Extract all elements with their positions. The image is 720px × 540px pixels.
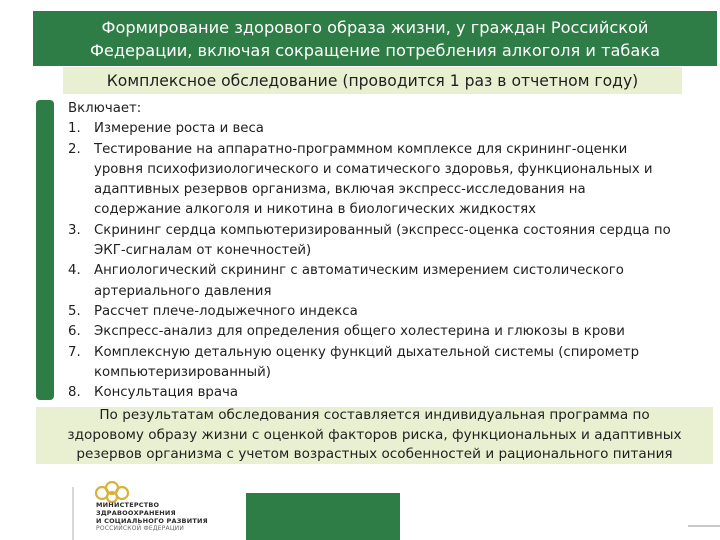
item-text-line: содержание алкоголя и никотина в биологических жидкостях bbox=[94, 202, 536, 218]
item-text-line: Тестирование на аппаратно-программном комплексе для скрининг-оценки bbox=[94, 141, 628, 157]
ministry-name-line-3: И СОЦИАЛЬНОГО РАЗВИТИЯ bbox=[96, 517, 208, 525]
item-text-line: Консультация врача bbox=[94, 385, 239, 401]
list-item bbox=[68, 221, 708, 262]
summary-line-3: резервов организма с учетом возрастных особенностей и рационального питания bbox=[76, 446, 673, 463]
item-number: 3. bbox=[68, 222, 81, 238]
examination-list bbox=[68, 99, 708, 403]
summary-line-2: здоровому образу жизни с оценкой факторов риска, функциональных и адаптивных bbox=[67, 426, 682, 443]
item-text-line: Скрининг сердца компьютеризированный (экспресс-оценка состояния сердца по bbox=[94, 222, 671, 238]
item-text-line: Измерение роста и веса bbox=[94, 121, 264, 137]
list-item bbox=[68, 383, 708, 403]
decorative-footer-rule bbox=[688, 525, 720, 527]
item-text-line: Рассчет плече-лодыжечного индекса bbox=[94, 303, 358, 319]
section-heading: Комплексное обследование (проводится 1 раз в отчетном году) bbox=[63, 67, 682, 94]
slide-title bbox=[33, 11, 717, 66]
list-item bbox=[68, 302, 708, 322]
decorative-side-bar bbox=[36, 100, 54, 400]
item-text-line: Комплексную детальную оценку функций дыхательной системы (спирометр bbox=[94, 344, 640, 360]
list-item bbox=[68, 322, 708, 342]
item-text-line: уровня психофизиологического и соматического здоровья, функциональных и bbox=[94, 161, 653, 177]
ministry-name-line-1: МИНИСТЕРСТВО bbox=[96, 501, 160, 509]
summary-panel bbox=[36, 407, 713, 464]
decorative-footer-block bbox=[246, 493, 400, 540]
item-number: 8. bbox=[68, 385, 81, 401]
ministry-logo bbox=[92, 478, 232, 540]
ministry-name-line-2: ЗДРАВООХРАНЕНИЯ bbox=[96, 509, 176, 517]
list-item bbox=[68, 343, 708, 384]
list-item bbox=[68, 140, 708, 221]
ministry-name bbox=[96, 501, 208, 533]
item-text-line: Экспресс-анализ для определения общего холестерина и глюкозы в крови bbox=[94, 324, 625, 340]
item-text-line: ЭКГ-сигналам от конечностей) bbox=[94, 243, 312, 259]
item-number: 1. bbox=[68, 121, 81, 137]
summary-line-1: По результатам обследования составляется индивидуальная программа по bbox=[99, 407, 650, 424]
item-number: 6. bbox=[68, 324, 81, 340]
item-number: 5. bbox=[68, 303, 81, 319]
item-number: 7. bbox=[68, 344, 81, 360]
item-text-line: Ангиологический скрининг с автоматическим измерением систолического bbox=[94, 263, 624, 279]
ministry-name-line-4: РОССИЙСКОЙ ФЕДЕРАЦИИ bbox=[96, 525, 185, 532]
slide-title-line-2: Федерации, включая сокращение потребления алкоголя и табака bbox=[89, 40, 661, 60]
item-text-line: компьютеризированный) bbox=[94, 364, 271, 380]
slide-title-line-1: Формирование здорового образа жизни, у граждан Российской bbox=[101, 17, 649, 37]
list-item bbox=[68, 261, 708, 302]
item-text-line: артериального давления bbox=[94, 283, 272, 299]
footer-divider bbox=[72, 487, 74, 540]
item-number: 2. bbox=[68, 141, 81, 157]
item-text-line: адаптивных резервов организма, включая экспресс-исследования на bbox=[94, 182, 586, 198]
item-number: 4. bbox=[68, 263, 81, 279]
list-intro: Включает: bbox=[68, 101, 142, 116]
ordered-list bbox=[68, 119, 708, 403]
list-item bbox=[68, 119, 708, 139]
